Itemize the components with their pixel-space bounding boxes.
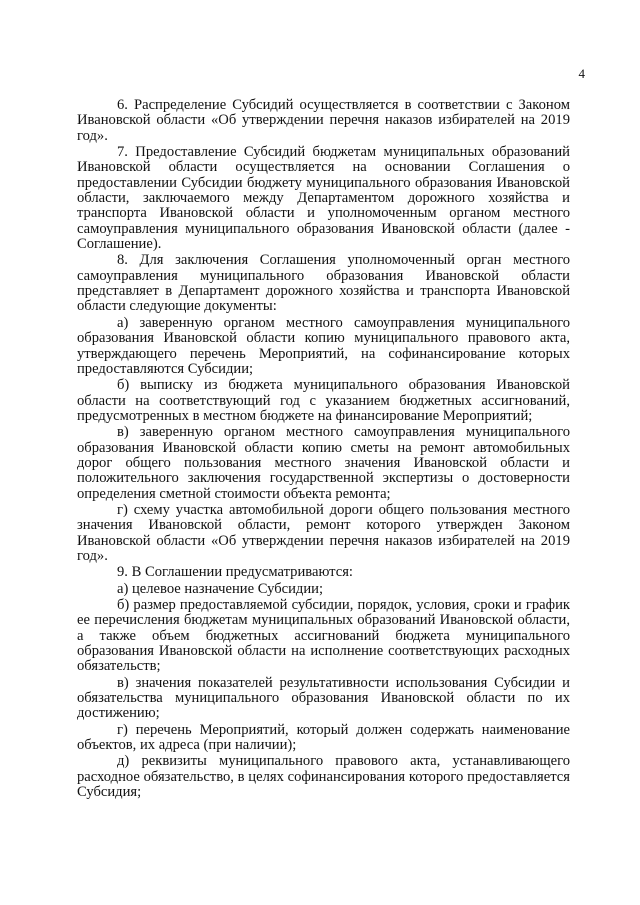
subitem-8g: г) схему участка автомобильной дороги общего пользования местного значения Ивановской области, ремонт которого утвержден Законом Ивановской области «Об утверждении перечня наказов избирателей на 2019 год».	[77, 501, 570, 564]
paragraph-item-6: 6. Распределение Субсидий осуществляется в соответствии с Законом Ивановской области «Об утверждении перечня наказов избирателей на 2019 год».	[77, 97, 570, 144]
document-body	[77, 98, 570, 800]
subitem-8a: а) заверенную органом местного самоуправления муниципального образования Ивановской области копию муниципального правового акта, утверждающего перечень Мероприятий, на софинансирование которых предоставляются Субсидии;	[77, 314, 570, 377]
subitem-9a: а) целевое назначение Субсидии;	[117, 580, 324, 597]
page-number: 4	[578, 66, 585, 81]
paragraph-item-7: 7. Предоставление Субсидий бюджетам муниципальных образований Ивановской области осуществляется на основании Соглашения о предоставлении Субсидии бюджету муниципального образования Ивановской области, заключаемого между Департаментом дорожного хозяйства и транспорта Ивановской области и уполномоченным органом местного самоуправления муниципального образования Ивановской области (далее - Соглашение).	[77, 144, 570, 253]
subitem-9b: б) размер предоставляемой субсидии, порядок, условия, сроки и график ее перечисления бюджетам муниципальных образований Ивановской области, а также объем бюджетных ассигнований бюджета муниципального образования Ивановской области на исполнение соответствующих расходных обязательств;	[77, 597, 570, 675]
subitem-8b: б) выписку из бюджета муниципального образования Ивановской области на соответствующий год с указанием бюджетных ассигнований, предусмотренных в местном бюджете на финансирование Мероприятий;	[77, 377, 570, 424]
subitem-8v: в) заверенную органом местного самоуправления муниципального образования Ивановской области копию сметы на ремонт автомобильных дорог общего пользования местного значения Ивановской области и положительного заключения государственной экспертизы о достоверности определения сметной стоимости объекта ремонта;	[77, 424, 570, 502]
subitem-9d: д) реквизиты муниципального правового акта, устанавливающего расходное обязательство, в целях софинансирования которого предоставляется Субсидия;	[77, 753, 570, 801]
paragraph-item-9: 9. В Соглашении предусматриваются:	[117, 564, 353, 581]
subitem-9v: в) значения показателей результативности использования Субсидии и обязательства муниципального образования Ивановской области по их достижению;	[77, 674, 570, 722]
subitem-9g: г) перечень Мероприятий, который должен содержать наименование объектов, их адреса (при наличии);	[77, 721, 570, 754]
paragraph-item-8: 8. Для заключения Соглашения уполномоченный орган местного самоуправления муниципального образования Ивановской области представляет в Департамент дорожного хозяйства и транспорта Ивановской области следующие документы:	[77, 252, 570, 315]
